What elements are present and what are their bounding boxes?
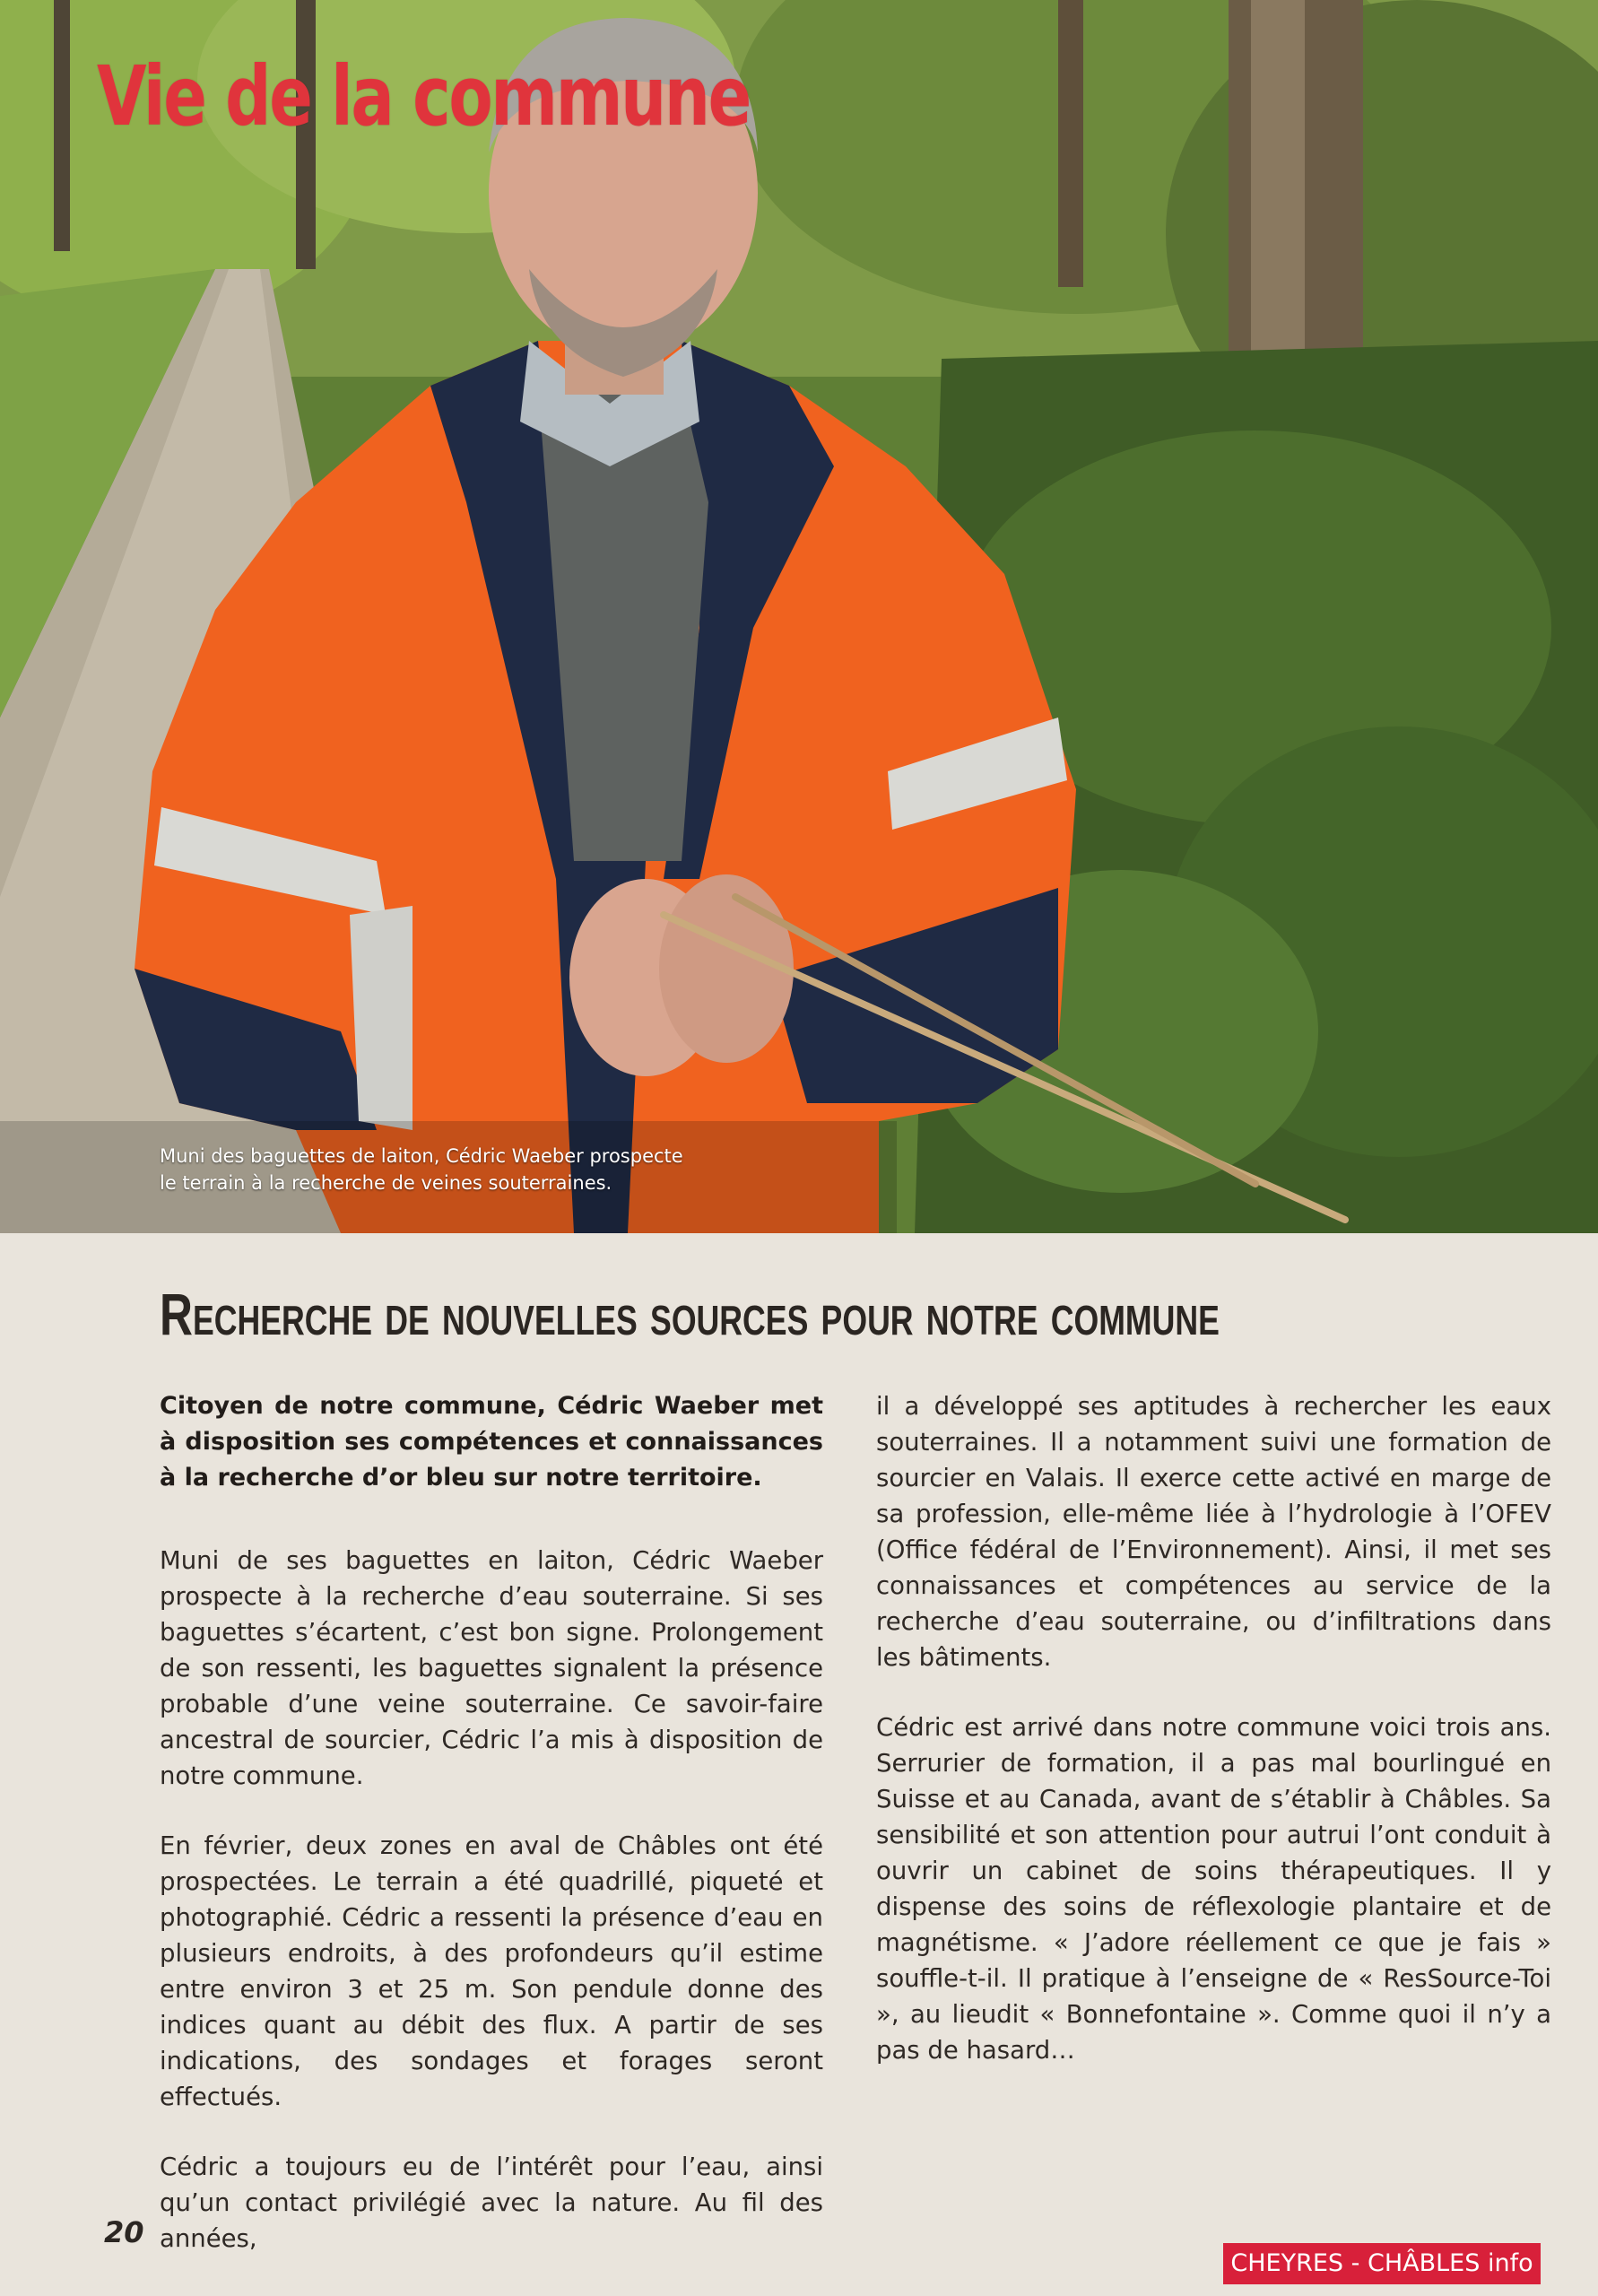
photo-caption-line1: Muni des baguettes de laiton, Cédric Waeber prospecte	[160, 1145, 683, 1167]
article-headline: Recherche de nouvelles sources pour notre commune	[160, 1281, 1220, 1347]
article-paragraph: En février, deux zones en aval de Châbles ont été prospectées. Le terrain a été quadrillé, piqueté et photographié. Cédric a ressenti la présence d’eau en plusieurs endroits, à des profondeurs qu’il estime entre environ 3 et 25 m. Son pendule donne des indices quant au débit des flux. A partir de ses indications, des sondages et forages seront effectués.	[160, 1831, 823, 2111]
page-number: 20	[104, 2215, 144, 2249]
photo-caption-line2: le terrain à la recherche de veines souterraines.	[160, 1172, 612, 1194]
article-paragraph: il a développé ses aptitudes à rechercher les eaux souterraines. Il a notamment suivi une formation de sourcier en Valais. Il exerce cette activé en marge de sa profession, elle-même liée à l’hydrologie à l’OFEV (Office fédéral de l’Environnement). Ainsi, il met ses connaissances et compétences au service de la recherche d’eau souterraine, ou d’infiltrations dans les bâtiments.	[876, 1392, 1551, 1672]
photo-caption	[160, 1143, 787, 1196]
article-paragraph: Cédric a toujours eu de l’intérêt pour l’eau, ainsi qu’un contact privilégié avec la nature. Au fil des années,	[160, 2152, 823, 2253]
article-paragraph: Cédric est arrivé dans notre commune voici trois ans. Serrurier de formation, il a pas mal bourlingué en Suisse et au Canada, avant de s’établir à Châbles. Sa sensibilité et son attention pour autrui l’ont conduit à ouvrir un cabinet de soins thérapeutiques. Il y dispense des soins de réflexologie plantaire et de magnétisme. « J’adore réellement ce que je fais » souffle-t-il. Il pratique à l’enseigne de « ResSource-Toi », au lieudit « Bonnefontaine ». Comme quoi il n’y a pas de hasard…	[876, 1713, 1551, 2065]
section-title: Vie de la commune	[97, 48, 750, 144]
magazine-brand-badge: CHEYRES - CHÂBLES info	[1223, 2243, 1541, 2284]
article-paragraph: Muni de ses baguettes en laiton, Cédric Waeber prospecte à la recherche d’eau souterraine. Si ses baguettes s’écartent, c’est bon signe. Prolongement de son ressenti, les baguettes signalent la présence probable d’une veine souterraine. Ce savoir-faire ancestral de sourcier, Cédric l’a mis à disposition de notre commune.	[160, 1546, 823, 1790]
article-lead: Citoyen de notre commune, Cédric Waeber met à disposition ses compétences et connaissances à la recherche d’or bleu sur notre territoire.	[160, 1392, 823, 1492]
article-column-left	[160, 1388, 823, 2291]
article-column-right	[876, 1388, 1551, 2102]
